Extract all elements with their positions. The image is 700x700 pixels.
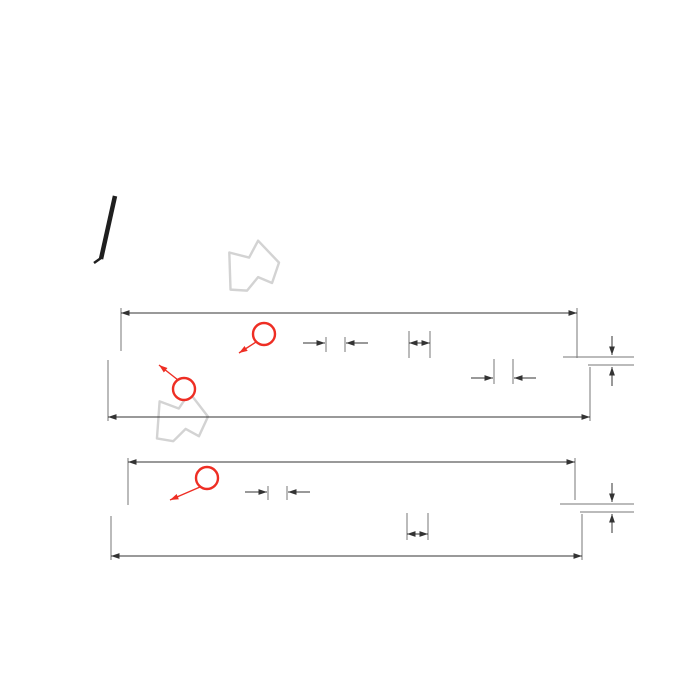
callout-b (239, 323, 275, 353)
callout-b-circle (253, 323, 275, 345)
extension-lines (111, 458, 634, 560)
dimension-lines (108, 313, 612, 417)
extension-lines (108, 308, 634, 421)
callout-r-circle (196, 467, 218, 489)
dimension-lines (111, 462, 612, 556)
cross-section-face (108, 308, 634, 421)
sheet-3d-cut-edge (101, 196, 115, 259)
callout-r (170, 467, 218, 500)
cross-section-reverse (111, 458, 634, 560)
sheet-3d-cut-edge-foot (94, 258, 101, 263)
callout-a-circle (173, 378, 195, 400)
sheet-3d-view (94, 196, 115, 263)
callout-a (159, 365, 195, 400)
